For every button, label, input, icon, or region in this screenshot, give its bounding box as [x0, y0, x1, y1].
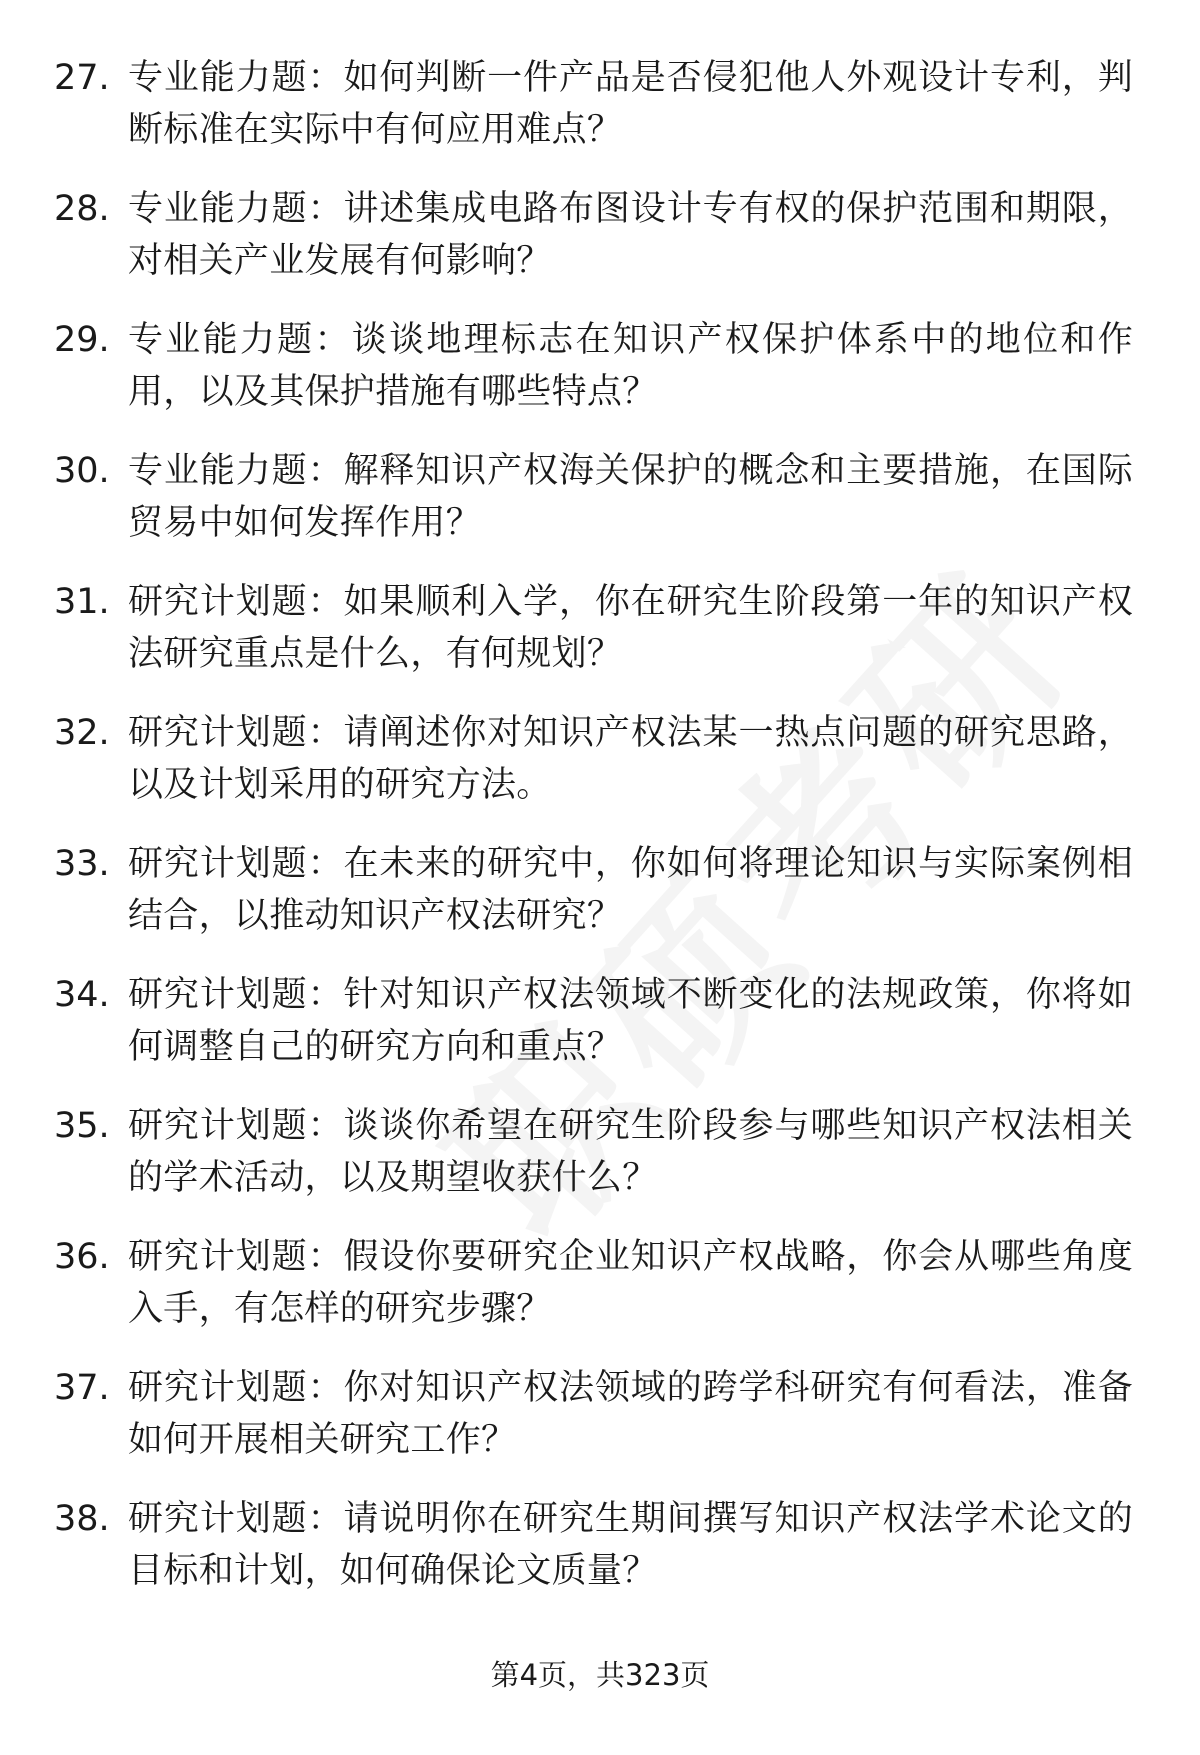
- question-text: 研究计划题：在未来的研究中，你如何将理论知识与实际案例相结合，以推动知识产权法研究？: [128, 844, 1133, 936]
- question-text: 专业能力题：讲述集成电路布图设计专有权的保护范围和期限，对相关产业发展有何影响？: [128, 189, 1133, 281]
- question-number: 37.: [54, 1368, 110, 1408]
- question-number: 38.: [54, 1499, 110, 1539]
- question-item-29: [0, 314, 1200, 445]
- question-text: 专业能力题：谈谈地理标志在知识产权保护体系中的地位和作用，以及其保护措施有哪些特点？: [128, 320, 1133, 412]
- question-item-37: [0, 1362, 1200, 1493]
- question-number: 35.: [54, 1106, 110, 1146]
- question-text: 研究计划题：针对知识产权法领域不断变化的法规政策，你将如何调整自己的研究方向和重点？: [128, 975, 1133, 1067]
- question-text: 研究计划题：你对知识产权法领域的跨学科研究有何看法，准备如何开展相关研究工作？: [128, 1368, 1133, 1460]
- question-text: 研究计划题：假设你要研究企业知识产权战略，你会从哪些角度入手，有怎样的研究步骤？: [128, 1237, 1133, 1329]
- question-text: 研究计划题：如果顺利入学，你在研究生阶段第一年的知识产权法研究重点是什么，有何规划？: [128, 582, 1133, 674]
- question-item-38: [0, 1493, 1200, 1624]
- question-number: 32.: [54, 713, 110, 753]
- question-number: 34.: [54, 975, 110, 1015]
- question-number: 29.: [54, 320, 110, 360]
- question-text: 研究计划题：谈谈你希望在研究生阶段参与哪些知识产权法相关的学术活动，以及期望收获什么？: [128, 1106, 1133, 1198]
- question-number: 31.: [54, 582, 110, 622]
- question-item-35: [0, 1100, 1200, 1231]
- page-footer: 第4页，共323页: [490, 1658, 710, 1692]
- question-number: 33.: [54, 844, 110, 884]
- question-text: 专业能力题：如何判断一件产品是否侵犯他人外观设计专利，判断标准在实际中有何应用难点？: [128, 58, 1133, 150]
- question-number: 27.: [54, 58, 110, 98]
- question-item-31: [0, 576, 1200, 707]
- question-item-28: [0, 183, 1200, 314]
- question-text: 研究计划题：请说明你在研究生期间撰写知识产权法学术论文的目标和计划，如何确保论文质量？: [128, 1499, 1133, 1591]
- question-text: 研究计划题：请阐述你对知识产权法某一热点问题的研究思路，以及计划采用的研究方法。: [128, 713, 1133, 805]
- question-item-36: [0, 1231, 1200, 1362]
- question-item-27: [0, 52, 1200, 183]
- question-item-32: [0, 707, 1200, 838]
- question-list: [0, 52, 1200, 1624]
- question-text: 专业能力题：解释知识产权海关保护的概念和主要措施，在国际贸易中如何发挥作用？: [128, 451, 1133, 543]
- question-item-33: [0, 838, 1200, 969]
- question-number: 28.: [54, 189, 110, 229]
- question-item-30: [0, 445, 1200, 576]
- question-number: 30.: [54, 451, 110, 491]
- question-number: 36.: [54, 1237, 110, 1277]
- question-item-34: [0, 969, 1200, 1100]
